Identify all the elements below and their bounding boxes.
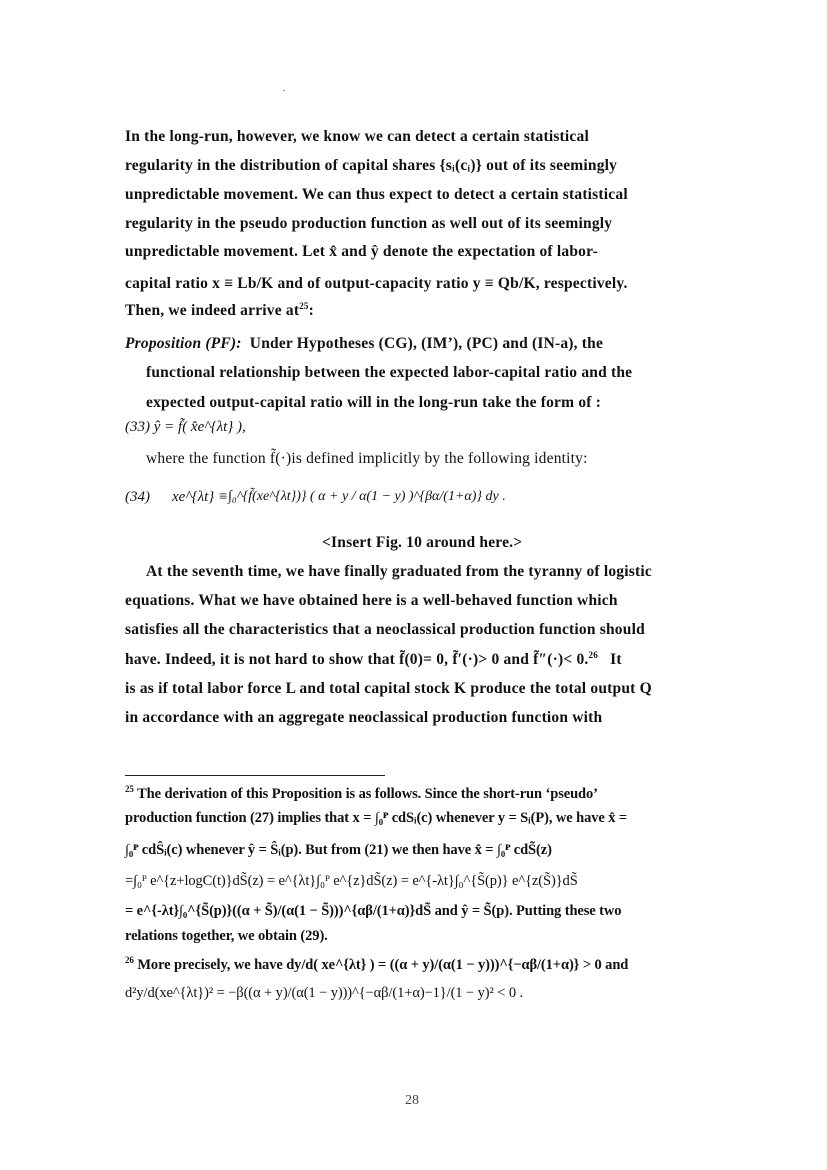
footnote-line: =∫₀ᴾ e^{z+logC(t)}dS̃(z) = e^{λt}∫₀ᴾ e^{z}dS̃(z) = e^{-λt}∫₀^{S̃(p)} e^{z(S̃)}dS̃ [125, 873, 578, 889]
footnote-ref-25: 25 [299, 301, 309, 311]
equation-34-label: (34) [125, 489, 150, 505]
proposition-line: functional relationship between the expected labor-capital ratio and the [146, 364, 633, 381]
footnote-text: More precisely, we have dy/d( xe^{λt} ) = ((α + y)/(α(1 − y)))^{−αβ/(1+α)} > 0 and [137, 956, 629, 973]
page-number: 28 [405, 1093, 419, 1108]
stray-mark [283, 90, 285, 91]
footnote-line: ∫₀ᴾ cdŜᵢ(c) whenever ŷ = Ŝᵢ(p). But from (21) we then have x̂ = ∫₀ᴾ cdS̃(z) [125, 842, 552, 858]
proposition-line [125, 335, 603, 353]
equation-34-body: ∫₀^{f̃(xe^{λt})} ( α + y / α(1 − y) )^{βα/(1+α)} dy . [228, 489, 506, 504]
body-line: unpredictable movement. We can thus expect to detect a certain statistical [125, 186, 628, 203]
footnote-ref-26: 26 [588, 650, 598, 660]
body-line: regularity in the pseudo production function as well out of its seemingly [125, 215, 613, 232]
footnote-rule [125, 775, 385, 776]
body-line: satisfies all the characteristics that a neoclassical production function should [125, 621, 645, 638]
body-text: Then, we indeed arrive at [125, 302, 300, 320]
footnote-line: relations together, we obtain (29). [125, 928, 328, 944]
footnote-line: production function (27) implies that x = ∫₀ᴾ cdSᵢ(c) whenever y = Sᵢ(P), we have x̂ = [125, 810, 628, 826]
body-line [125, 650, 622, 669]
body-line: At the seventh time, we have finally graduated from the tyranny of logistic [146, 563, 652, 580]
body-text: have. Indeed, it is not hard to show that f̃(0)= 0, f̃′(·)> 0 and f̃″(·)< 0. [125, 651, 589, 669]
insert-figure-note: <Insert Fig. 10 around here.> [322, 534, 523, 551]
footnote-line [125, 784, 598, 803]
footnote-number: 26 [125, 955, 134, 965]
proposition-text: Under Hypotheses (CG), (IM’), (PC) and (IN-a), the [249, 335, 604, 352]
body-text: It [610, 651, 622, 669]
proposition-label: Proposition (PF): [125, 335, 242, 352]
footnote-line: = e^{-λt}∫₀^{S̃(p)}((α + S̃)/(α(1 − S̃)))^{αβ/(1+α)}dS̃ and ŷ = S̃(p). Putting these two [125, 903, 622, 919]
body-line: in accordance with an aggregate neoclassical production function with [125, 709, 603, 726]
footnote-text: The derivation of this Proposition is as follows. Since the short-run ‘pseudo’ [137, 785, 598, 802]
where-line: where the function f̃(·)is defined implicitly by the following identity: [146, 450, 588, 467]
body-line [125, 301, 314, 320]
proposition-line: expected output-capital ratio will in the long-run take the form of : [146, 394, 602, 411]
equation-34-lhs: xe^{λt} ≡ [172, 489, 229, 505]
body-line: unpredictable movement. Let x̂ and ŷ denote the expectation of labor- [125, 243, 598, 260]
footnote-line: d²y/d(xe^{λt})² = −β((α + y)/(α(1 − y)))^{−αβ/(1+α)−1}/(1 − y)² < 0 . [125, 985, 524, 1001]
equation-33: (33) ŷ = f̃( x̂e^{λt} ), [125, 419, 246, 435]
body-line: capital ratio x ≡ Lb/K and of output-capacity ratio y ≡ Qb/K, respectively. [125, 275, 628, 292]
body-line: regularity in the distribution of capital shares {sᵢ(cᵢ)} out of its seemingly [125, 157, 618, 174]
footnote-line [125, 955, 628, 974]
body-line: In the long-run, however, we know we can detect a certain statistical [125, 128, 589, 145]
body-line: is as if total labor force L and total capital stock K produce the total output Q [125, 680, 652, 697]
body-text: : [308, 302, 314, 320]
footnote-number: 25 [125, 784, 134, 794]
body-line: equations. What we have obtained here is a well-behaved function which [125, 592, 618, 609]
